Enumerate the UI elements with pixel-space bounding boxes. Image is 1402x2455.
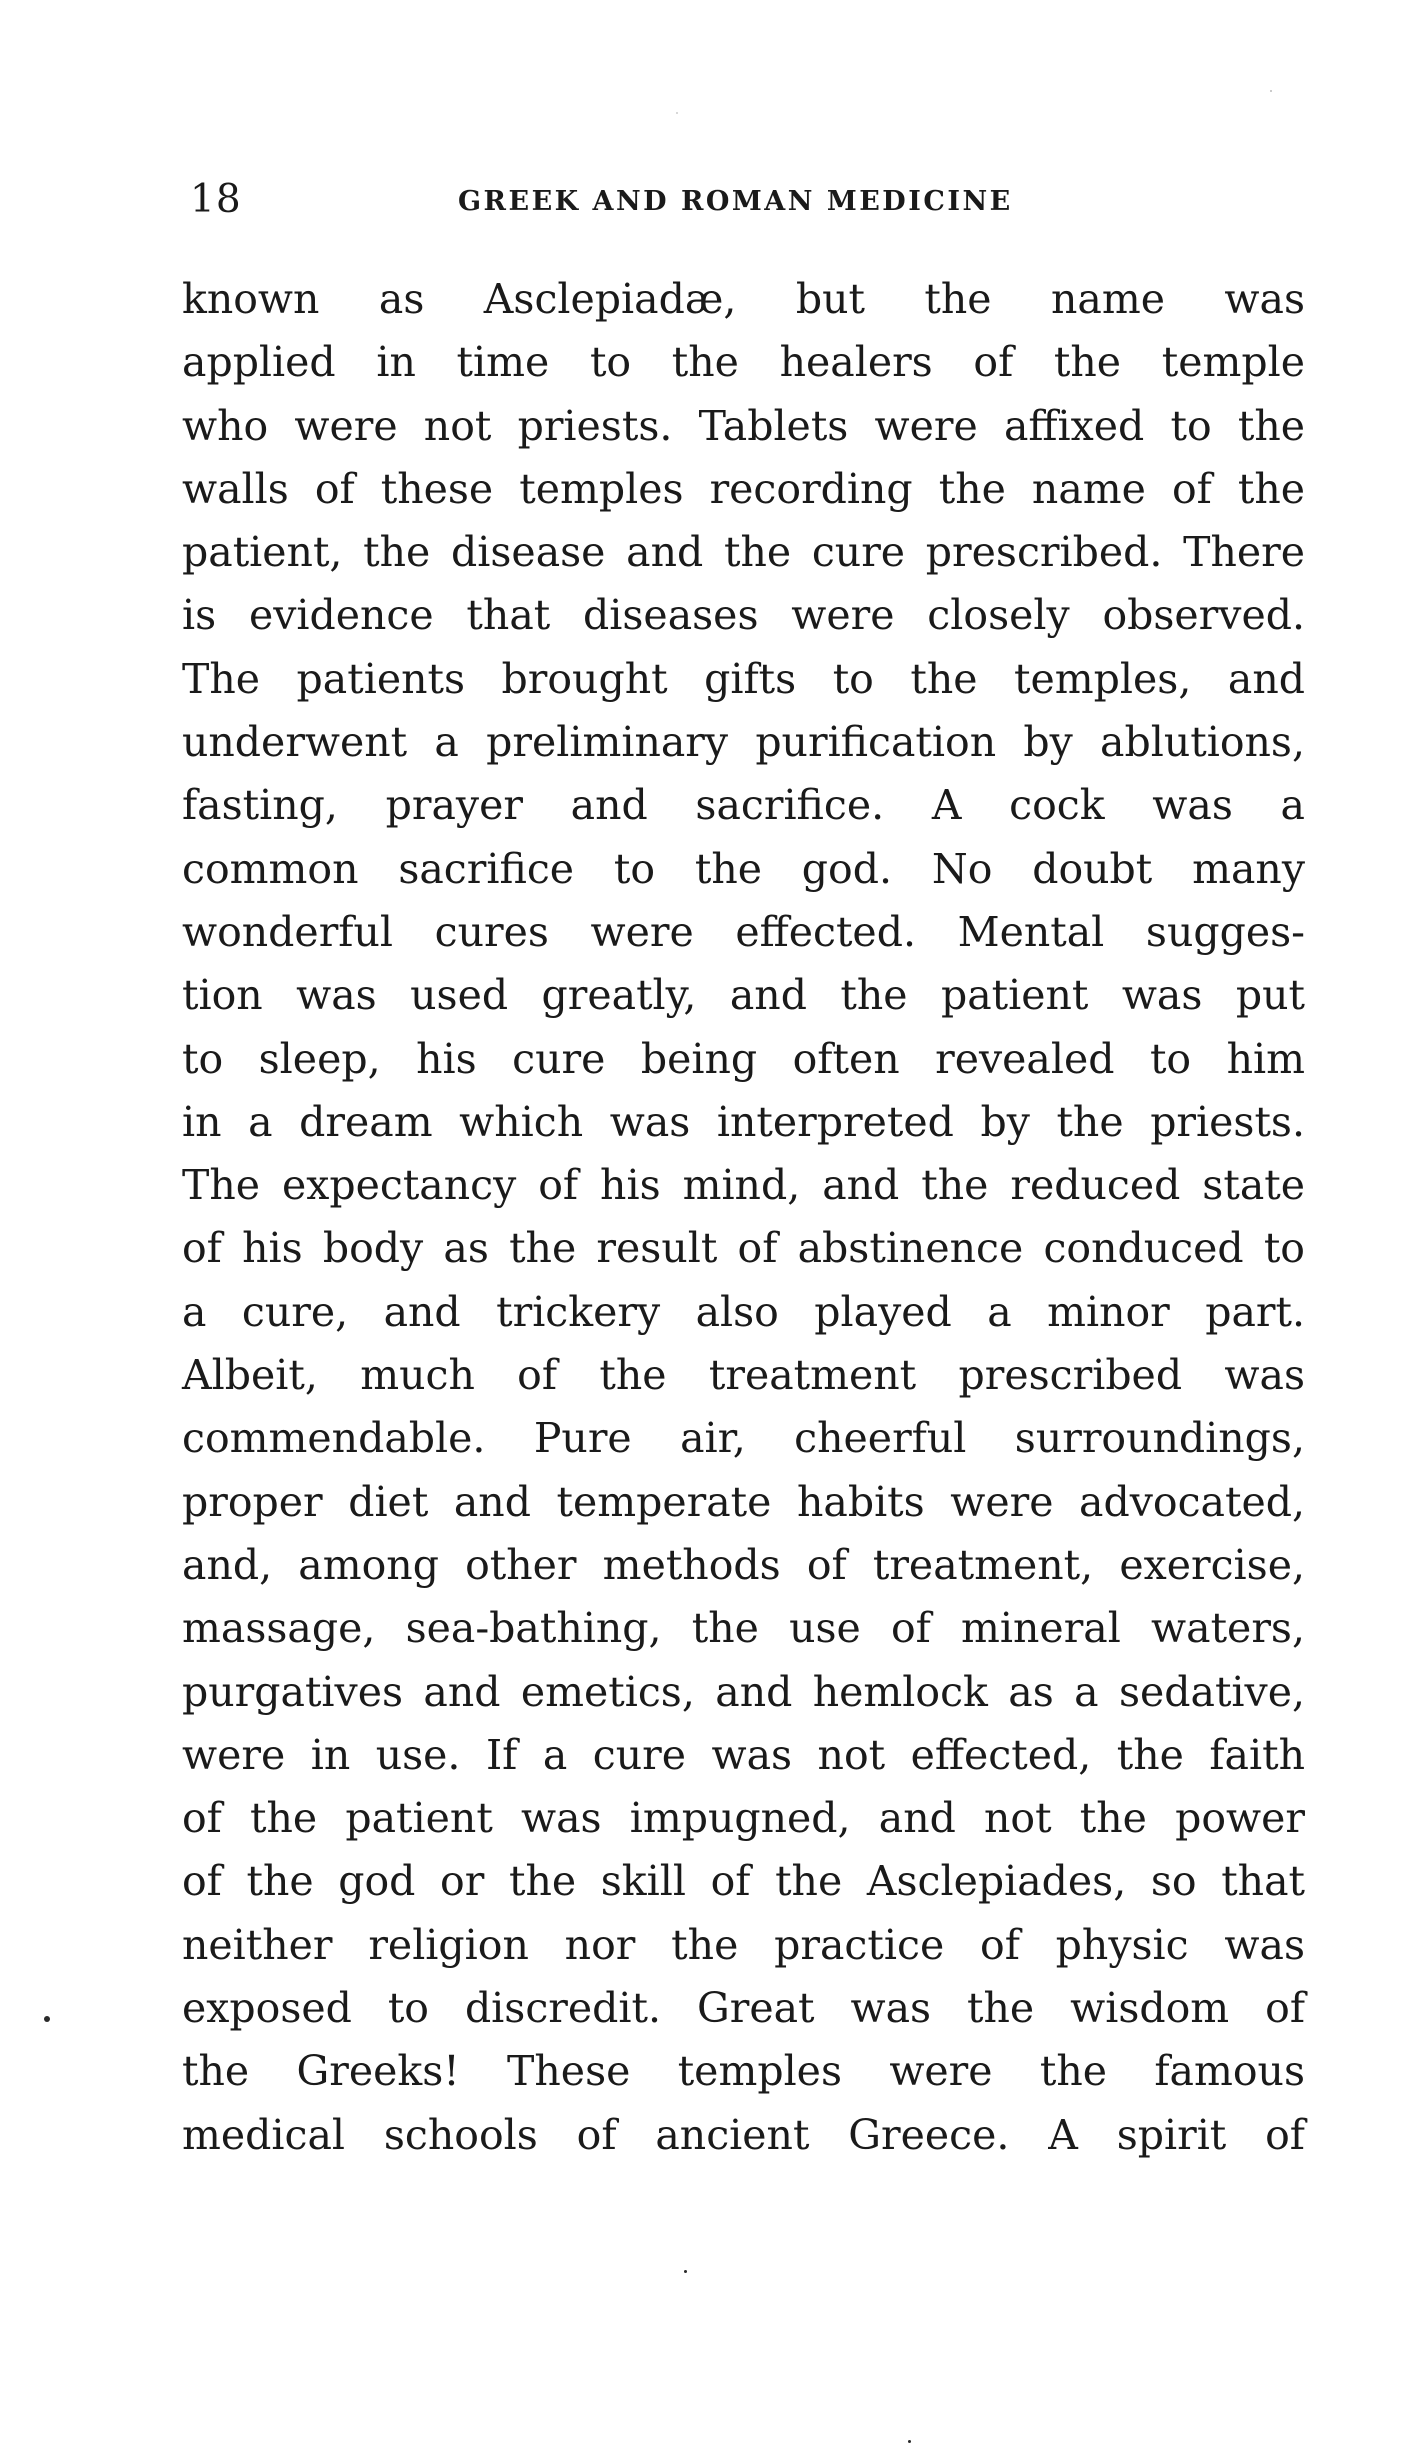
text-line: massage, sea-bathing, the use of mineral waters,: [182, 1604, 1305, 1653]
text-line: fasting, prayer and sacrifice. A cock was a: [182, 781, 1305, 830]
text-line: purgatives and emetics, and hemlock as a sedative,: [182, 1667, 1305, 1716]
text-line: were in use. If a cure was not effected, the faith: [182, 1730, 1305, 1779]
text-line: a cure, and trickery also played a minor part.: [182, 1287, 1305, 1336]
text-line: who were not priests. Tablets were affixed to the: [182, 401, 1305, 450]
text-line: known as Asclepiadæ, but the name was: [182, 275, 1305, 323]
text-line: neither religion nor the practice of physic was: [182, 1920, 1305, 1969]
text-line: and, among other methods of treatment, exercise,: [182, 1540, 1305, 1589]
text-line: commendable. Pure air, cheerful surroundings,: [182, 1414, 1305, 1463]
scan-speck: [44, 2016, 50, 2022]
text-line: of the patient was impugned, and not the power: [182, 1794, 1305, 1843]
text-line: underwent a preliminary purification by ablutions,: [182, 718, 1305, 767]
text-line: The patients brought gifts to the temples, and: [182, 654, 1305, 703]
text-line: the Greeks! These temples were the famous: [182, 2047, 1305, 2096]
scan-speck: [684, 2270, 687, 2273]
scan-speck: [908, 2440, 911, 2443]
text-line: exposed to discredit. Great was the wisdom of: [182, 1984, 1305, 2033]
text-line: medical schools of ancient Greece. A spirit of: [182, 2110, 1305, 2159]
text-line: tion was used greatly, and the patient was put: [182, 971, 1305, 1020]
text-line: of his body as the result of abstinence conduced to: [182, 1224, 1305, 1273]
text-line: of the god or the skill of the Asclepiades, so that: [182, 1857, 1305, 1906]
running-title: GREEK AND ROMAN MEDICINE: [458, 186, 1013, 217]
text-line: to sleep, his cure being often revealed to him: [182, 1034, 1305, 1083]
text-line: applied in time to the healers of the temple: [182, 338, 1305, 387]
text-line: wonderful cures were effected. Mental sugges-: [182, 907, 1305, 956]
text-line: patient, the disease and the cure prescribed. There: [182, 528, 1305, 577]
page-number: 18: [190, 177, 242, 222]
text-line: proper diet and temperate habits were advocated,: [182, 1477, 1305, 1526]
text-line: common sacrifice to the god. No doubt many: [182, 844, 1305, 893]
text-line: The expectancy of his mind, and the reduced state: [182, 1161, 1305, 1210]
text-line: is evidence that diseases were closely observed.: [182, 591, 1305, 640]
body-text: [182, 268, 1305, 2167]
running-head: [190, 176, 1305, 224]
scan-speck: [1270, 90, 1272, 92]
text-line: Albeit, much of the treatment prescribed was: [182, 1351, 1305, 1400]
text-line: walls of these temples recording the name of the: [182, 464, 1305, 513]
scan-speck: [676, 112, 678, 114]
text-line: in a dream which was interpreted by the priests.: [182, 1097, 1305, 1146]
